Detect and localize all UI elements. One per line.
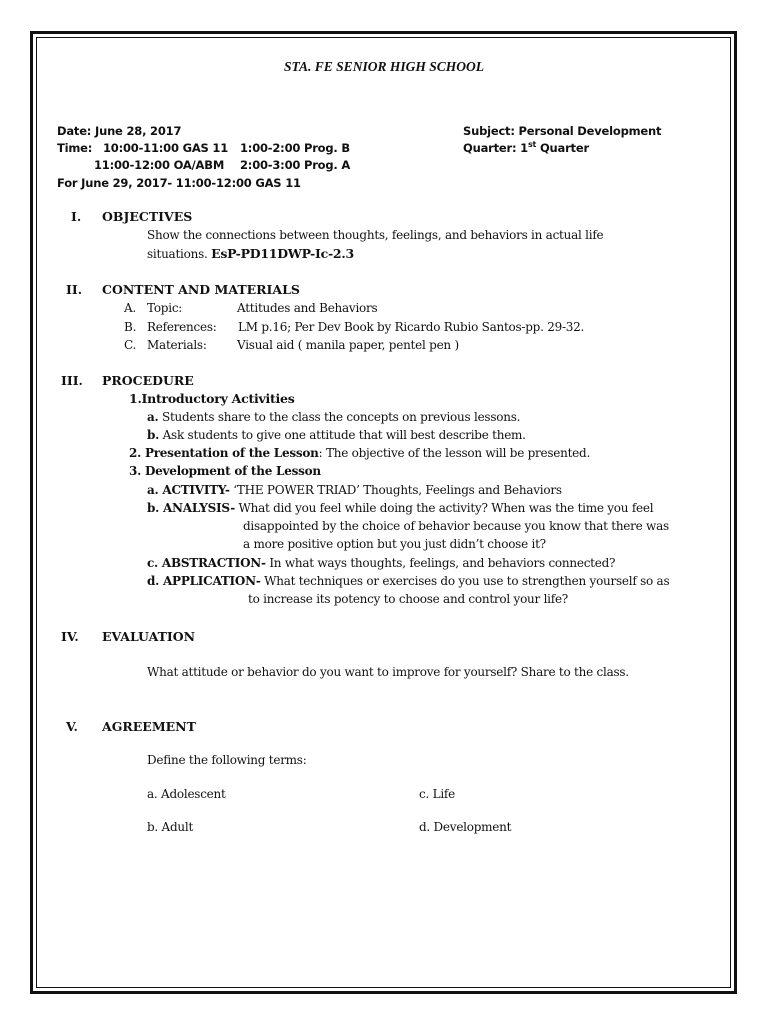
- term-item: c. Life: [419, 787, 455, 801]
- quarter-line: Quarter: 1st Quarter: [463, 140, 589, 155]
- time-slot-1a: 10:00-11:00 GAS 11: [103, 141, 229, 155]
- section-title-evaluation: EVALUATION: [102, 629, 196, 644]
- intro-activities-title: 1.Introductory Activities: [129, 391, 295, 406]
- content-item-label-references: References:: [147, 320, 217, 334]
- time-slot-1b: 1:00-2:00 Prog. B: [240, 141, 350, 155]
- section-title-objectives: OBJECTIVES: [102, 209, 193, 224]
- section-number-agreement: V.: [66, 719, 78, 734]
- content-item-value-references: LM p.16; Per Dev Book by Ricardo Rubio Santos-pp. 29-32.: [238, 320, 585, 334]
- term-item: d. Development: [419, 820, 512, 834]
- content-item-label-materials: Materials:: [147, 338, 207, 352]
- application-line2: to increase its potency to choose and control your life?: [248, 592, 568, 606]
- abstraction-line: c. ABSTRACTION- In what ways thoughts, feelings, and behaviors connected?: [147, 556, 616, 570]
- content-item-letter-c: C.: [124, 338, 137, 352]
- section-number-content: II.: [66, 282, 83, 297]
- application-line1: d. APPLICATION- What techniques or exercises do you use to strengthen yourself so as: [147, 574, 670, 588]
- analysis-line1: b. ANALYSIS- What did you feel while doing the activity? When was the time you feel: [147, 501, 654, 515]
- evaluation-question: What attitude or behavior do you want to improve for yourself? Share to the class.: [147, 665, 629, 679]
- content-item-label-topic: Topic:: [147, 301, 183, 315]
- analysis-line3: a more positive option but you just didn’t choose it?: [243, 537, 546, 551]
- section-number-evaluation: IV.: [61, 629, 79, 644]
- agreement-intro: Define the following terms:: [147, 753, 307, 767]
- content-item-value-topic: Attitudes and Behaviors: [237, 301, 378, 315]
- presentation-of-lesson: 2. Presentation of the Lesson: The objective of the lesson will be presented.: [129, 446, 591, 460]
- section-number-objectives: I.: [71, 209, 82, 224]
- intro-activity-a: a. Students share to the class the concepts on previous lessons.: [147, 410, 521, 424]
- content-item-letter-b: B.: [124, 320, 137, 334]
- time-slot-2b: 2:00-3:00 Prog. A: [240, 158, 351, 172]
- section-title-content: CONTENT AND MATERIALS: [102, 282, 300, 297]
- competency-code: EsP-PD11DWP-Ic-2.3: [211, 246, 354, 261]
- development-title: 3. Development of the Lesson: [129, 464, 321, 478]
- term-item: b. Adult: [147, 820, 194, 834]
- intro-activity-b: b. Ask students to give one attitude that will best describe them.: [147, 428, 526, 442]
- activity-line: a. ACTIVITY- ‘THE POWER TRIAD’ Thoughts, Feelings and Behaviors: [147, 483, 562, 497]
- subject-line: Subject: Personal Development: [463, 124, 662, 138]
- time-slot-2a: 11:00-12:00 OA/ABM: [94, 158, 225, 172]
- for-date-line: For June 29, 2017- 11:00-12:00 GAS 11: [57, 176, 301, 190]
- objective-text-line1: Show the connections between thoughts, feelings, and behaviors in actual life: [147, 228, 604, 242]
- date-line: Date: June 28, 2017: [57, 124, 182, 138]
- section-number-procedure: III.: [61, 373, 83, 388]
- term-item: a. Adolescent: [147, 787, 226, 801]
- analysis-line2: disappointed by the choice of behavior because you know that there was: [243, 519, 669, 533]
- objective-text-line2: situations. EsP-PD11DWP-Ic-2.3: [147, 246, 354, 261]
- school-title: STA. FE SENIOR HIGH SCHOOL: [284, 59, 484, 74]
- section-title-agreement: AGREEMENT: [102, 719, 196, 734]
- content-item-letter-a: A.: [124, 301, 136, 315]
- content-item-value-materials: Visual aid ( manila paper, pentel pen ): [237, 338, 459, 352]
- time-label: Time:: [57, 141, 93, 155]
- section-title-procedure: PROCEDURE: [102, 373, 194, 388]
